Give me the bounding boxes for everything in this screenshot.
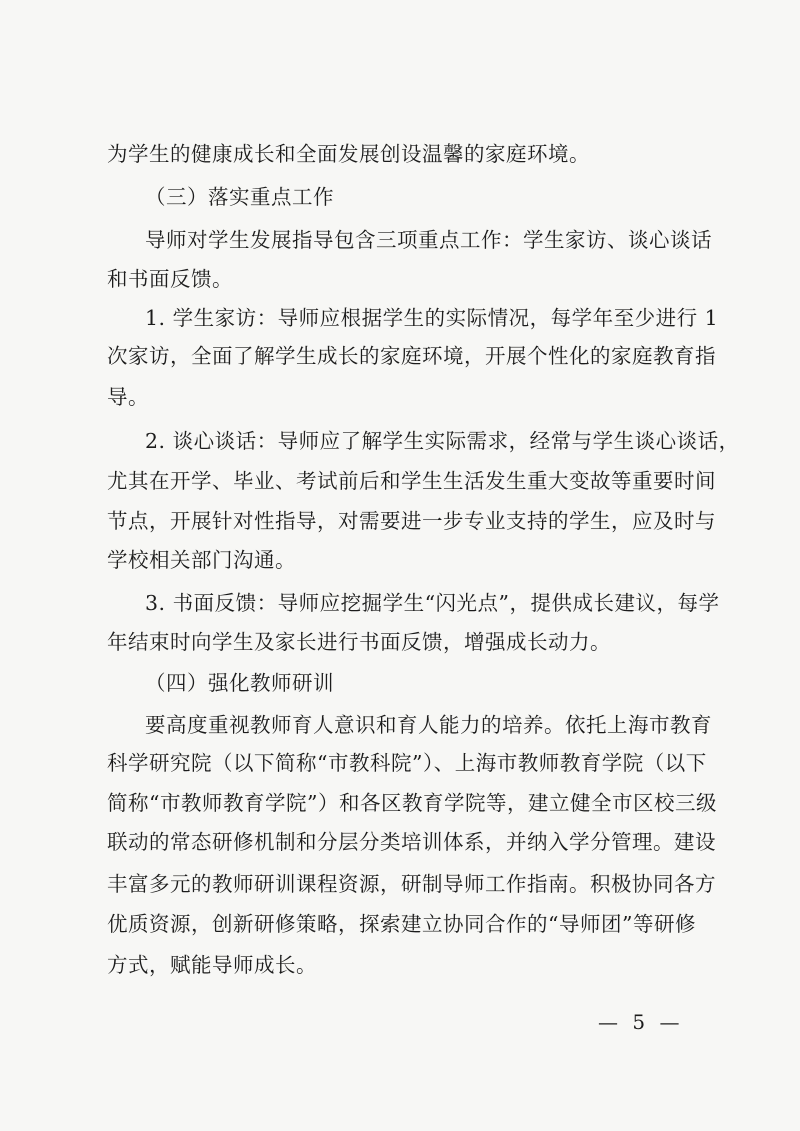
text-line: 学校相关部门沟通。: [107, 548, 296, 572]
text-line: 和书面反馈。: [107, 267, 233, 291]
text-line: 1. 学生家访：导师应根据学生的实际情况，每学年至少进行 1: [145, 306, 719, 330]
text-line: 导。: [107, 385, 149, 409]
text-line: 优质资源，创新研修策略，探索建立协同合作的“导师团”等研修: [107, 912, 696, 936]
text-line: 联动的常态研修机制和分层分类培训体系，并纳入学分管理。建设: [107, 830, 716, 854]
text-line: 年结束时向学生及家长进行书面反馈，增强成长动力。: [107, 630, 611, 654]
text-line: 要高度重视教师育人意识和育人能力的培养。依托上海市教育: [145, 713, 712, 737]
text-line: 尤其在开学、毕业、考试前后和学生生活发生重大变故等重要时间: [107, 469, 716, 493]
page-number: — 5 —: [598, 1010, 684, 1034]
text-line: 丰富多元的教师研训课程资源，研制导师工作指南。积极协同各方: [107, 872, 716, 896]
text-line: 科学研究院（以下简称“市教科院”）、上海市教师教育学院（以下: [107, 751, 707, 775]
text-line: 次家访，全面了解学生成长的家庭环境，开展个性化的家庭教育指: [107, 344, 716, 368]
text-line: 导师对学生发展指导包含三项重点工作：学生家访、谈心谈话: [145, 228, 712, 252]
text-line: 简称“市教师教育学院”）和各区教育学院等，建立健全市区校三级: [107, 791, 717, 815]
text-line: 方式，赋能导师成长。: [107, 953, 317, 977]
section-heading-3: （三）落实重点工作: [145, 185, 334, 209]
section-heading-4: （四）强化教师研训: [145, 671, 334, 695]
text-line: 节点，开展针对性指导，对需要进一步专业支持的学生，应及时与: [107, 509, 716, 533]
text-line: 为学生的健康成长和全面发展创设温馨的家庭环境。: [107, 142, 590, 166]
text-line: 2. 谈心谈话：导师应了解学生实际需求，经常与学生谈心谈话，: [145, 429, 740, 453]
text-line: 3. 书面反馈：导师应挖掘学生“闪光点”，提供成长建议，每学: [145, 591, 720, 615]
